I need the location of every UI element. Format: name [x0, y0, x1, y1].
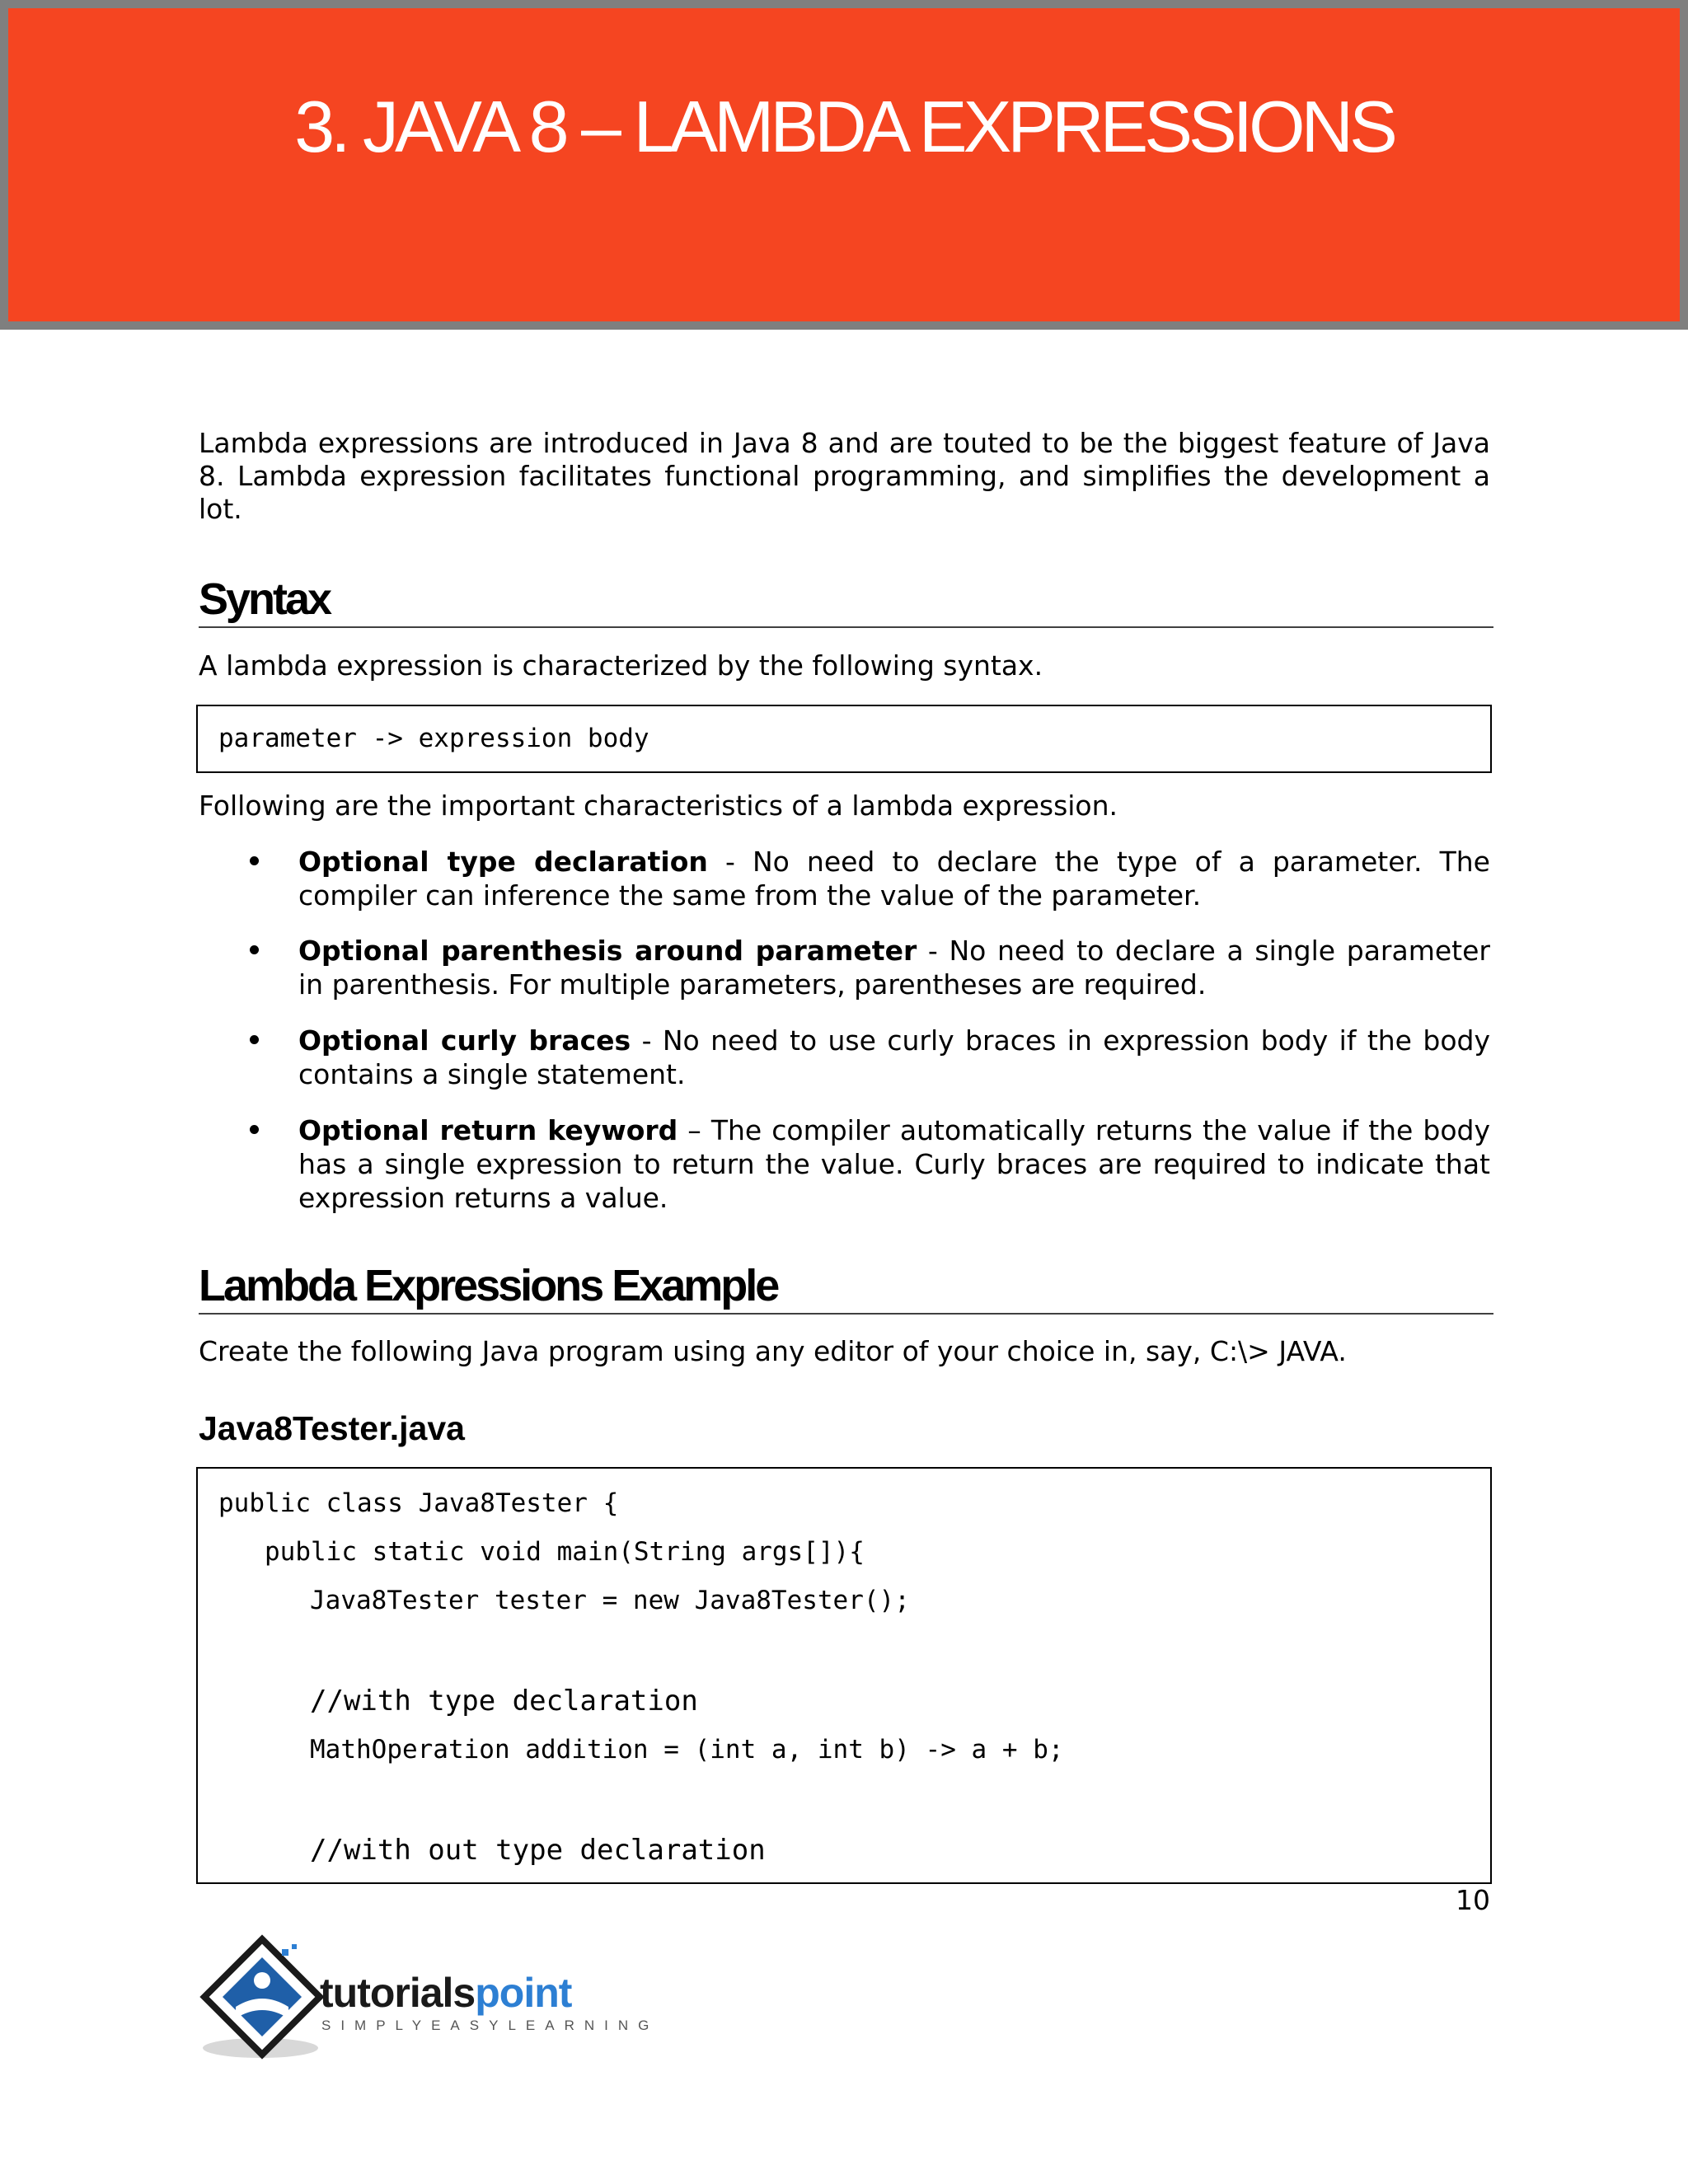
bullet-term: Optional return keyword — [298, 1114, 678, 1146]
bullet-separator: – — [678, 1114, 711, 1146]
syntax-code-box — [196, 705, 1492, 773]
example-filename — [199, 1409, 1490, 1447]
bullet-icon — [250, 856, 259, 865]
tutorialspoint-logo — [196, 1933, 659, 2064]
code-line: public static void main(String args[]){ — [265, 1537, 865, 1567]
code-line: //with out type declaration — [310, 1834, 766, 1867]
syntax-lead — [199, 649, 1490, 682]
example-heading: Lambda Expressions Example — [199, 1263, 1493, 1315]
filename-heading: Java8Tester.java — [199, 1409, 465, 1447]
bullet-icon — [250, 945, 259, 954]
logo-tagline: SIMPLYEASYLEARNING — [321, 2018, 659, 2033]
bullet-description: No need to declare the type of a parameter. The compiler can inference the same from the value of the parameter. — [298, 846, 1490, 912]
code-line: MathOperation addition = (int a, int b) -> a + b; — [310, 1735, 1064, 1765]
intro-paragraph — [199, 427, 1490, 526]
logo-wordmark — [320, 1969, 571, 2017]
example-lead — [199, 1335, 1490, 1368]
bullet-description: The compiler automatically returns the value if the body has a single expression to return the value. Curly braces are required to indicate that expression returns a value. — [298, 1114, 1490, 1214]
intro-text: Lambda expressions are introduced in Java 8 and are touted to be the biggest feature of Java 8. Lambda expression facilitates functional programming, and simplifies the development a lot. — [199, 427, 1490, 525]
bullet-description: No need to declare a single parameter in parenthesis. For multiple parameters, parentheses are required. — [298, 935, 1490, 1001]
bullet-separator: - — [707, 846, 753, 878]
logo-emblem-icon — [196, 1933, 328, 2064]
bullet-text — [298, 1113, 1490, 1215]
characteristics-intro-text: Following are the important characteristics of a lambda expression. — [199, 790, 1118, 822]
bullet-text — [298, 934, 1490, 1001]
bullet-text — [298, 1024, 1490, 1091]
example-lead-text: Create the following Java program using any editor of your choice in, say, C:\> JAVA. — [199, 1335, 1347, 1367]
characteristics-intro — [199, 790, 1490, 823]
bullet-icon — [250, 1125, 259, 1134]
page-number: 10 — [1456, 1884, 1490, 1916]
code-line: Java8Tester tester = new Java8Tester(); — [310, 1586, 910, 1615]
code-line: public class Java8Tester { — [218, 1488, 619, 1518]
bullet-separator: - — [631, 1024, 663, 1057]
bullet-description: No need to use curly braces in expression body if the body contains a single statement. — [298, 1024, 1490, 1090]
chapter-title: 3. JAVA 8 – LAMBDA EXPRESSIONS — [294, 86, 1394, 167]
bullet-icon — [250, 1035, 259, 1044]
logo-word-tutorials: tutorials — [320, 1970, 476, 2016]
syntax-lead-text: A lambda expression is characterized by the following syntax. — [199, 649, 1043, 682]
bullet-text — [298, 845, 1490, 912]
bullet-term: Optional type declaration — [298, 846, 708, 878]
example-code-box — [196, 1467, 1492, 1884]
bullet-separator: - — [917, 935, 950, 967]
chapter-banner — [0, 0, 1688, 330]
code-line: //with type declaration — [310, 1685, 698, 1718]
syntax-code-line: parameter -> expression body — [218, 724, 649, 753]
logo-word-point: point — [475, 1970, 572, 2016]
syntax-heading: Syntax — [199, 577, 1493, 628]
bullet-term: Optional curly braces — [298, 1024, 631, 1057]
bullet-term: Optional parenthesis around parameter — [298, 935, 917, 967]
